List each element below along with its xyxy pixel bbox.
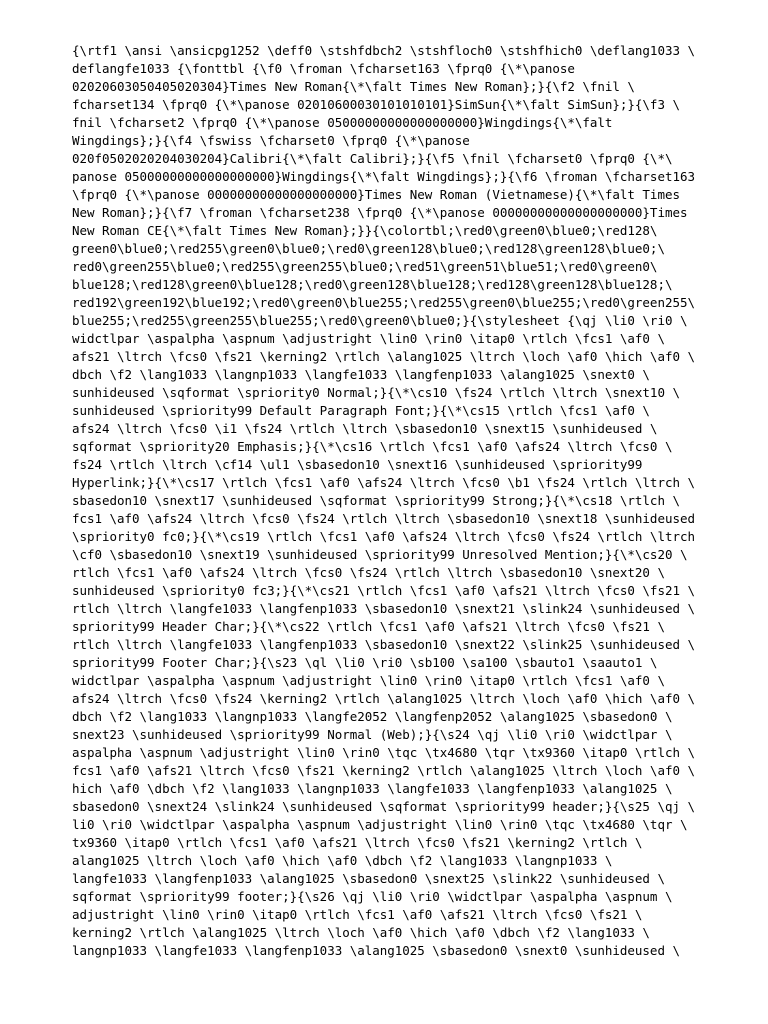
text-line: rtlch \ltrch \langfe1033 \langfenp1033 \sbasedon10 \snext21 \slink24 \sunhideused \ [72,601,695,616]
text-line: rtlch \ltrch \langfe1033 \langfenp1033 \sbasedon10 \snext22 \slink25 \sunhideused \ [72,637,695,652]
text-line: dbch \f2 \lang1033 \langnp1033 \langfe2052 \langfenp2052 \alang1025 \sbasedon0 \ [72,709,673,724]
text-line: fs24 \rtlch \ltrch \cf14 \ul1 \sbasedon10 \snext16 \sunhideused \spriority99 [72,457,643,472]
text-line: sbasedon0 \snext24 \slink24 \sunhideused \sqformat \spriority99 header;}{\s25 \qj \ [72,799,695,814]
text-line: li0 \ri0 \widctlpar \aspalpha \aspnum \adjustright \lin0 \rin0 \tqc \tx4680 \tqr \ [72,817,688,832]
text-line: langfe1033 \langfenp1033 \alang1025 \sbasedon0 \snext25 \slink22 \sunhideused \ [72,871,665,886]
text-line: red192\green192\blue192;\red0\green0\blue255;\red255\green0\blue255;\red0\green255\ [72,295,695,310]
text-line: afs24 \ltrch \fcs0 \fs24 \kerning2 \rtlch \alang1025 \ltrch \loch \af0 \hich \af0 \ [72,691,695,706]
text-line: red0\green255\blue0;\red255\green255\blue0;\red51\green51\blue51;\red0\green0\ [72,259,658,274]
text-line: fcs1 \af0 \afs24 \ltrch \fcs0 \fs24 \rtlch \ltrch \sbasedon10 \snext18 \sunhideused [72,511,695,526]
text-line: New Roman};}{\f7 \froman \fcharset238 \fprq0 {\*\panose 00000000000000000000}Times [72,205,688,220]
text-line: langnp1033 \langfe1033 \langfenp1033 \alang1025 \sbasedon0 \snext0 \sunhideused \ [72,943,680,958]
text-line: widctlpar \aspalpha \aspnum \adjustright \lin0 \rin0 \itap0 \rtlch \fcs1 \af0 \ [72,331,665,346]
text-line: hich \af0 \dbch \f2 \lang1033 \langnp1033 \langfe1033 \langfenp1033 \alang1025 \ [72,781,673,796]
text-line: adjustright \lin0 \rin0 \itap0 \rtlch \fcs1 \af0 \afs21 \ltrch \fcs0 \fs21 \ [72,907,643,922]
text-line: Wingdings};}{\f4 \fswiss \fcharset0 \fprq0 {\*\panose [72,133,470,148]
text-line: spriority99 Header Char;}{\*\cs22 \rtlch \fcs1 \af0 \afs21 \ltrch \fcs0 \fs21 \ [72,619,665,634]
text-line: spriority99 Footer Char;}{\s23 \ql \li0 \ri0 \sb100 \sa100 \sbauto1 \saauto1 \ [72,655,658,670]
text-line: \cf0 \sbasedon10 \snext19 \sunhideused \spriority99 Unresolved Mention;}{\*\cs20 \ [72,547,688,562]
text-line: kerning2 \rtlch \alang1025 \ltrch \loch \af0 \hich \af0 \dbch \f2 \lang1033 \ [72,925,650,940]
document-page [72,42,696,960]
text-line: blue128;\red128\green0\blue128;\red0\green128\blue128;\red128\green128\blue128;\ [72,277,673,292]
text-line: fcharset134 \fprq0 {\*\panose 02010600030101010101}SimSun{\*\falt SimSun};}{\f3 \ [72,97,680,112]
text-line: sqformat \spriority99 footer;}{\s26 \qj \li0 \ri0 \widctlpar \aspalpha \aspnum \ [72,889,673,904]
text-line: 02020603050405020304}Times New Roman{\*\falt Times New Roman};}{\f2 \fnil \ [72,79,635,94]
text-line: \fprq0 {\*\panose 00000000000000000000}Times New Roman (Vietnamese){\*\falt Times [72,187,680,202]
text-line: deflangfe1033 {\fonttbl {\f0 \froman \fcharset163 \fprq0 {\*\panose [72,61,575,76]
text-line: sunhideused \sqformat \spriority0 Normal;}{\*\cs10 \fs24 \rtlch \ltrch \snext10 \ [72,385,680,400]
text-line: rtlch \fcs1 \af0 \afs24 \ltrch \fcs0 \fs24 \rtlch \ltrch \sbasedon10 \snext20 \ [72,565,665,580]
text-line: afs24 \ltrch \fcs0 \i1 \fs24 \rtlch \ltrch \sbasedon10 \snext15 \sunhideused \ [72,421,658,436]
text-line: alang1025 \ltrch \loch \af0 \hich \af0 \dbch \f2 \lang1033 \langnp1033 \ [72,853,613,868]
text-line: green0\blue0;\red255\green0\blue0;\red0\green128\blue0;\red128\green128\blue0;\ [72,241,665,256]
text-line: {\rtf1 \ansi \ansicpg1252 \deff0 \stshfdbch2 \stshfloch0 \stshfhich0 \deflang1033 \ [72,43,695,58]
text-line: sunhideused \spriority99 Default Paragraph Font;}{\*\cs15 \rtlch \fcs1 \af0 \ [72,403,650,418]
text-line: fcs1 \af0 \afs21 \ltrch \fcs0 \fs21 \kerning2 \rtlch \alang1025 \ltrch \loch \af0 \ [72,763,695,778]
text-line: sunhideused \spriority0 fc3;}{\*\cs21 \rtlch \fcs1 \af0 \afs21 \ltrch \fcs0 \fs21 \ [72,583,695,598]
text-line: fnil \fcharset2 \fprq0 {\*\panose 05000000000000000000}Wingdings{\*\falt [72,115,613,130]
text-line: blue255;\red255\green255\blue255;\red0\green0\blue0;}{\stylesheet {\qj \li0 \ri0 \ [72,313,688,328]
text-line: sbasedon10 \snext17 \sunhideused \sqformat \spriority99 Strong;}{\*\cs18 \rtlch \ [72,493,680,508]
text-line: aspalpha \aspnum \adjustright \lin0 \rin0 \tqc \tx4680 \tqr \tx9360 \itap0 \rtlch \ [72,745,695,760]
text-line: Hyperlink;}{\*\cs17 \rtlch \fcs1 \af0 \afs24 \ltrch \fcs0 \b1 \fs24 \rtlch \ltrch \ [72,475,695,490]
text-line: snext23 \sunhideused \spriority99 Normal (Web);}{\s24 \qj \li0 \ri0 \widctlpar \ [72,727,673,742]
text-line: 020f0502020204030204}Calibri{\*\falt Calibri};}{\f5 \fnil \fcharset0 \fprq0 {\*\ [72,151,673,166]
text-line: dbch \f2 \lang1033 \langnp1033 \langfe1033 \langfenp1033 \alang1025 \snext0 \ [72,367,650,382]
text-line: widctlpar \aspalpha \aspnum \adjustright \lin0 \rin0 \itap0 \rtlch \fcs1 \af0 \ [72,673,665,688]
text-line: sqformat \spriority20 Emphasis;}{\*\cs16 \rtlch \fcs1 \af0 \afs24 \ltrch \fcs0 \ [72,439,673,454]
text-line: afs21 \ltrch \fcs0 \fs21 \kerning2 \rtlch \alang1025 \ltrch \loch \af0 \hich \af0 \ [72,349,695,364]
text-line: \spriority0 fc0;}{\*\cs19 \rtlch \fcs1 \af0 \afs24 \ltrch \fcs0 \fs24 \rtlch \ltrch [72,529,695,544]
text-line: panose 05000000000000000000}Wingdings{\*\falt Wingdings};}{\f6 \froman \fcharset163 [72,169,695,184]
text-line: tx9360 \itap0 \rtlch \fcs1 \af0 \afs21 \ltrch \fcs0 \fs21 \kerning2 \rtlch \ [72,835,643,850]
text-line: New Roman CE{\*\falt Times New Roman};}}{\colortbl;\red0\green0\blue0;\red128\ [72,223,658,238]
